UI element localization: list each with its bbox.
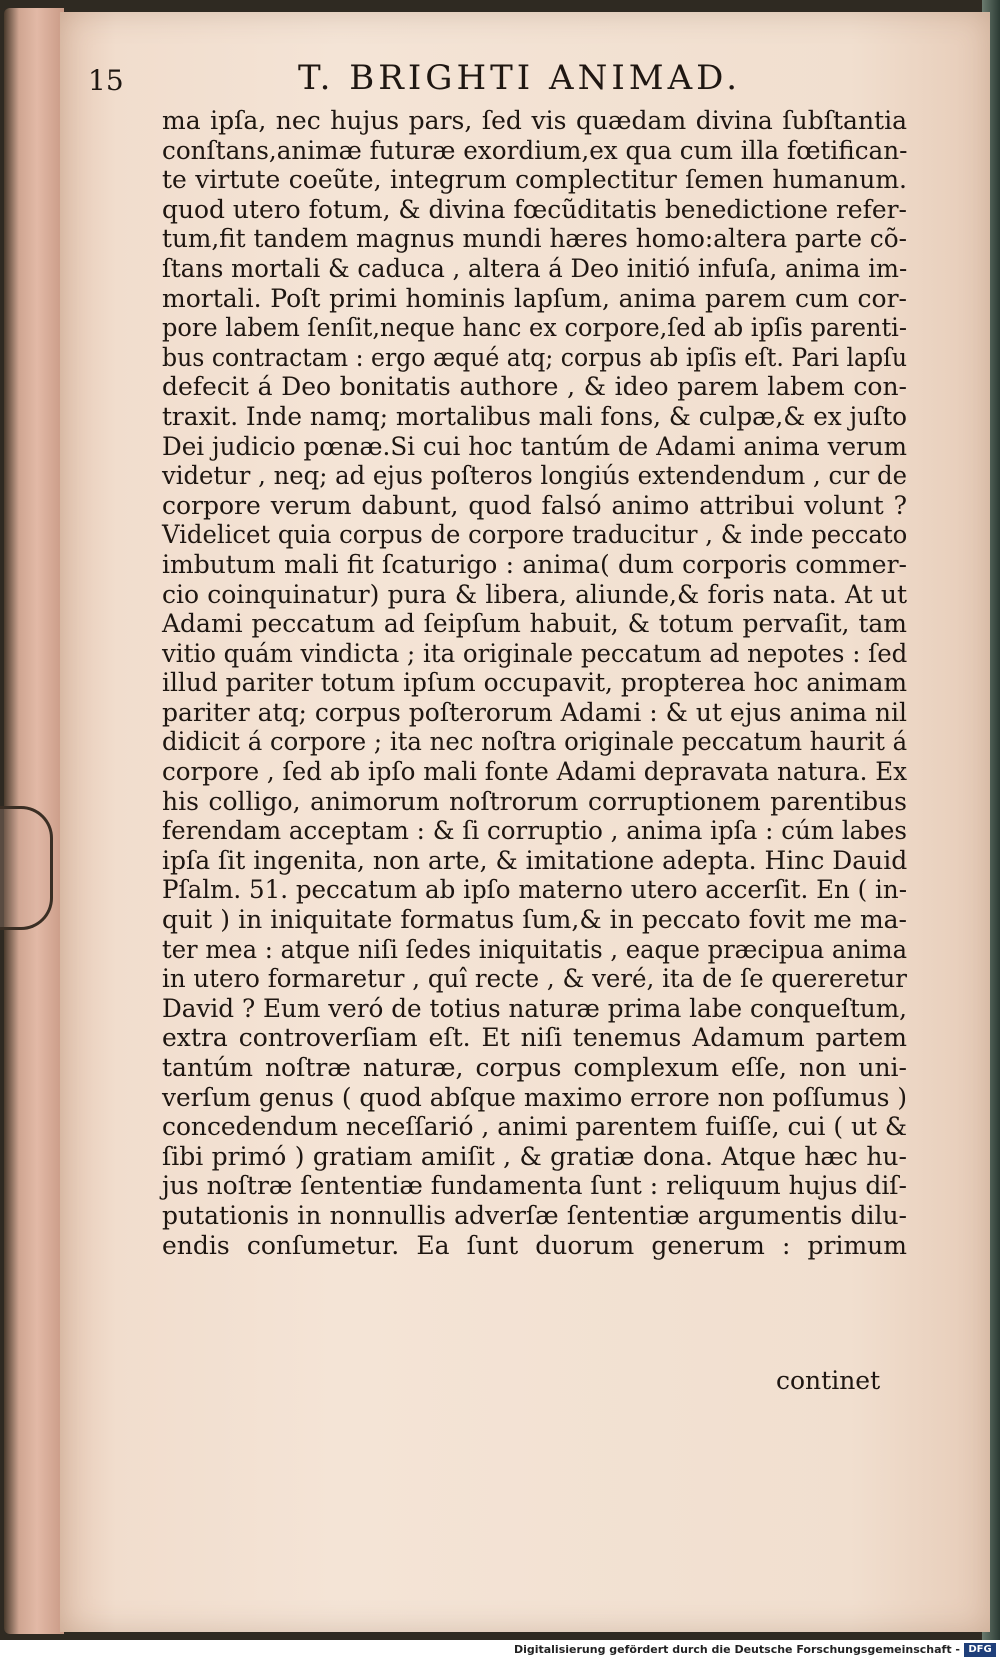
text-line: corpore verum dabunt, quod falsó animo attribui volunt ? (162, 490, 907, 520)
text-line: defecit á Deo bonitatis authore , & ideo parem labem con- (162, 372, 907, 402)
footer-bar (0, 1640, 1000, 1661)
text-line: David ? Eum veró de totius naturæ prima labe conqueſtum, (162, 993, 907, 1023)
running-title: T. BRIGHTI ANIMAD. (298, 58, 741, 98)
page-header (88, 58, 908, 102)
text-line: illud pariter totum ipſum occupavit, propterea hoc animam (162, 668, 907, 698)
text-line: endis conſumetur. Ea ſunt duorum generum : primum (162, 1230, 907, 1260)
text-line: ma ipſa, nec hujus pars, ſed vis quædam divina ſubſtantia (162, 106, 907, 135)
text-line: mortali. Poſt primi hominis lapſum, anima parem cum cor- (162, 283, 907, 313)
text-line: Dei judicio pœnæ.Si cui hoc tantúm de Adami anima verum (162, 431, 907, 461)
text-line: ferendam acceptam : & ſi corruptio , anima ipſa : cúm labes (162, 816, 907, 846)
text-line: cio coinquinatur) pura & libera, aliunde,& foris nata. At ut (162, 579, 907, 609)
text-line: putationis in nonnullis adverſæ ſententiæ argumentis dilu- (162, 1200, 907, 1230)
text-line: pariter atq; corpus poſterorum Adami : & ut ejus anima nil (162, 697, 908, 727)
text-line: bus contractam : ergo æqué atq; corpus ab ipſis eſt. Pari lapſu (162, 342, 907, 372)
text-line: ter mea : atque niſi ſedes iniquitatis , eaque præcipua anima (162, 934, 907, 964)
text-line: te virtute coeũte, integrum complectitur ſemen humanum. (162, 165, 907, 195)
text-line: Videlicet quia corpus de corpore traducitur , & inde peccato (162, 520, 908, 550)
text-line: extra controverſiam eſt. Et niſi tenemus Adamum partem (162, 1023, 907, 1053)
text-line: ſtans mortali & caduca , altera á Deo initió infuſa, anima im- (162, 253, 908, 283)
text-line: Pſalm. 51. peccatum ab ipſo materno utero accerſit. En ( in- (162, 875, 907, 905)
text-line: imbutum mali fit ſcaturigo : anima( dum corporis commer- (162, 549, 907, 579)
text-line: in utero formaretur , quî recte , & veré, ita de ſe quereretur (162, 964, 907, 994)
text-line: traxit. Inde namq; mortalibus mali fons, & culpæ,& ex juſto (162, 401, 907, 431)
text-line: ipſa ſit ingenita, non arte, & imitatione adepta. Hinc Dauid (162, 845, 908, 875)
text-line: didicit á corpore ; ita nec noſtra originale peccatum haurit á (162, 727, 908, 757)
dfg-logo-icon: DFG (964, 1643, 996, 1657)
text-line: verſum genus ( quod abſque maximo errore non poſſumus ) (162, 1082, 907, 1112)
footer-credit: Digitalisierung gefördert durch die Deutsche Forschungsgemeinschaft - (513, 1643, 960, 1656)
text-line: jus noſtræ ſententiæ fundamenta ſunt : reliquum hujus diſ- (162, 1171, 907, 1201)
text-line: conſtans,animæ futuræ exordium,ex qua cum illa fœtifican- (162, 135, 908, 165)
catchword: continet (776, 1366, 881, 1395)
text-line: concedendum neceſſarió , animi parentem fuiſſe, cui ( ut & (162, 1112, 908, 1142)
text-line: pore labem ſenſit,neque hanc ex corpore,ſed ab ipſis parenti- (162, 313, 907, 343)
body-text (162, 106, 907, 1260)
page-number: 15 (88, 64, 124, 97)
text-line: ſibi primó ) gratiam amiſit , & gratiæ dona. Atque hæc hu- (162, 1141, 907, 1171)
text-line: quit ) in iniquitate formatus ſum,& in peccato fovit me ma- (162, 905, 907, 935)
text-line: Adami peccatum ad ſeipſum habuit, & totum pervaſit, tam (162, 609, 907, 639)
text-line: his colligo, animorum noſtrorum corruptionem parentibus (162, 786, 907, 816)
text-line: videtur , neq; ad ejus poſteros longiús extendendum , cur de (162, 461, 907, 491)
text-line: quod utero fotum, & divina fœcũditatis benedictione refer- (162, 194, 907, 224)
text-line: tum,fit tandem magnus mundi hæres homo:altera parte cõ- (162, 224, 907, 254)
text-line: vitio quám vindicta ; ita originale peccatum ad nepotes : ſed (162, 638, 908, 668)
text-line: tantúm noſtræ naturæ, corpus complexum eſſe, non uni- (162, 1053, 907, 1082)
text-line: corpore , ſed ab ipſo mali fonte Adami depravata natura. Ex (162, 757, 907, 787)
book-clasp (0, 806, 53, 930)
